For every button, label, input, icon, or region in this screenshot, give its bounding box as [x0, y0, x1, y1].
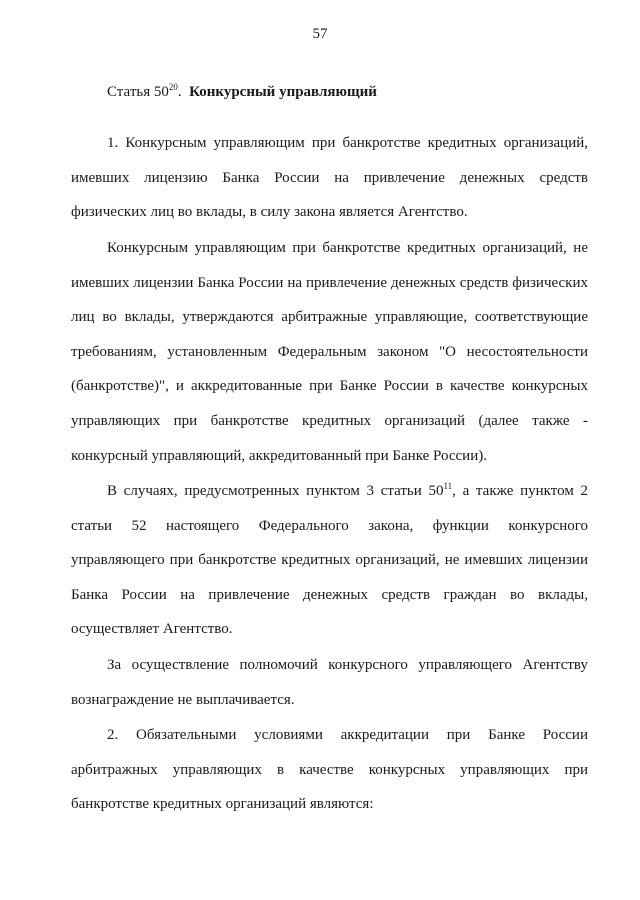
paragraph-3-text-end: , а также пунктом 2 статьи 52 настоящего Федерального закона, функции конкурсного управляющего при банкротстве кредитных организаций, не имевших лицензии Банка России на привлечение денежных средств граждан во вклады, осуществляет Агентство.: [71, 483, 588, 638]
paragraph-4: За осуществление полномочий конкурсного управляющего Агентству вознаграждение не выплачивается.: [71, 657, 588, 708]
paragraph-3-text-start: В случаях, предусмотренных пунктом 3 статьи 50: [107, 483, 444, 499]
article-dot: .: [177, 84, 182, 100]
paragraph-3: [71, 474, 588, 647]
article-title: Конкурсный управляющий: [189, 84, 377, 100]
article-superscript: 20: [168, 82, 178, 92]
paragraph-3-superscript: 11: [443, 481, 453, 491]
paragraph-2: Конкурсным управляющим при банкротстве кредитных организаций, не имевших лицензии Банка России на привлечение денежных средств физических лиц во вклады, утверждаются арбитражные управляющие, соответствующие требованиям, установленным Федеральным законом "О несостоятельности (банкротстве)", и аккредитованные при Банке России в качестве конкурсных управляющих при банкротстве кредитных организаций (далее также - конкурсный управляющий, аккредитованный при Банке России).: [71, 240, 588, 464]
article-prefix: Статья 50: [107, 84, 169, 100]
article-heading: [107, 84, 377, 101]
paragraph-1: 1. Конкурсным управляющим при банкротстве кредитных организаций, имевших лицензию Банка России на привлечение денежных средств физических лиц во вклады, в силу закона является Агентство.: [71, 135, 588, 221]
paragraph-5: 2. Обязательными условиями аккредитации при Банке России арбитражных управляющих в качестве конкурсных управляющих при банкротстве кредитных организаций являются:: [71, 727, 588, 813]
page-number: 57: [312, 26, 328, 42]
